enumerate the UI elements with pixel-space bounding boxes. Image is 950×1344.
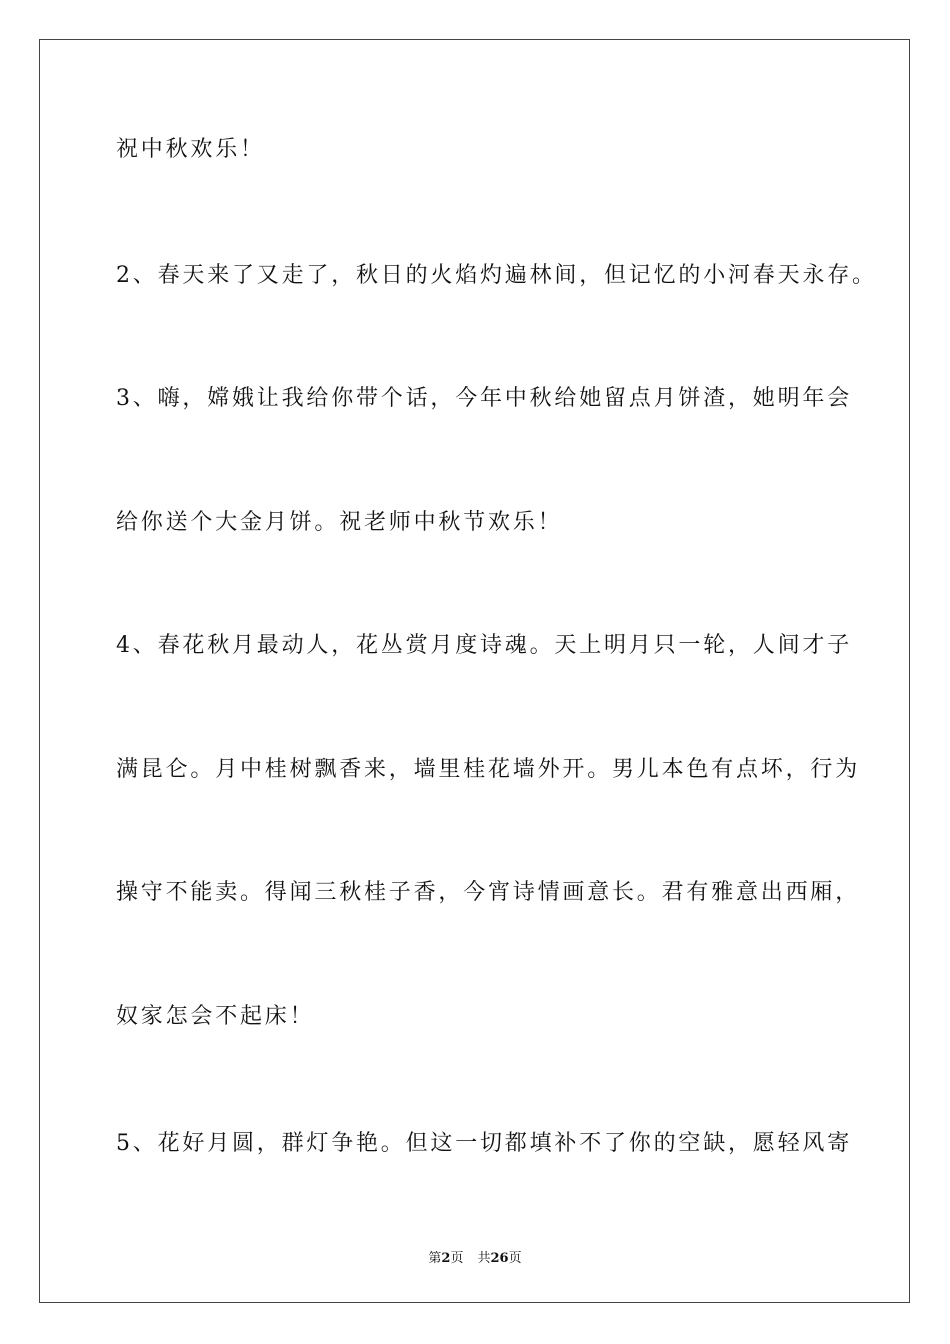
footer-page-prefix: 第	[428, 1251, 442, 1266]
text-line-6: 满昆仑。月中桂树飘香来，墙里桂花墙外开。男儿本色有点坏，行为	[116, 757, 861, 782]
page-footer	[0, 1247, 950, 1266]
text-line-2: 2、春天来了又走了，秋日的火焰灼遍林间，但记忆的小河春天永存。	[116, 263, 877, 288]
text-line-1: 祝中秋欢乐！	[116, 137, 265, 162]
text-line-3: 3、嗨，嫦娥让我给你带个话，今年中秋给她留点月饼渣，她明年会	[116, 386, 852, 411]
text-line-5: 4、春花秋月最动人，花丛赏月度诗魂。天上明月只一轮，人间才子	[116, 633, 852, 658]
footer-total-suffix: 页	[508, 1251, 522, 1266]
text-line-4: 给你送个大金月饼。祝老师中秋节欢乐！	[116, 510, 563, 535]
page-border	[39, 39, 910, 1303]
footer-total-pages: 26	[490, 1251, 509, 1266]
text-line-9: 5、花好月圆，群灯争艳。但这一切都填补不了你的空缺，愿轻风寄	[116, 1131, 852, 1156]
text-line-8: 奴家怎会不起床！	[116, 1004, 315, 1029]
footer-page-number: 2	[441, 1251, 451, 1266]
footer-total-prefix: 共	[477, 1251, 491, 1266]
footer-page-suffix: 页	[450, 1251, 464, 1266]
text-line-7: 操守不能卖。得闻三秋桂子香，今宵诗情画意长。君有雅意出西厢，	[116, 880, 861, 905]
